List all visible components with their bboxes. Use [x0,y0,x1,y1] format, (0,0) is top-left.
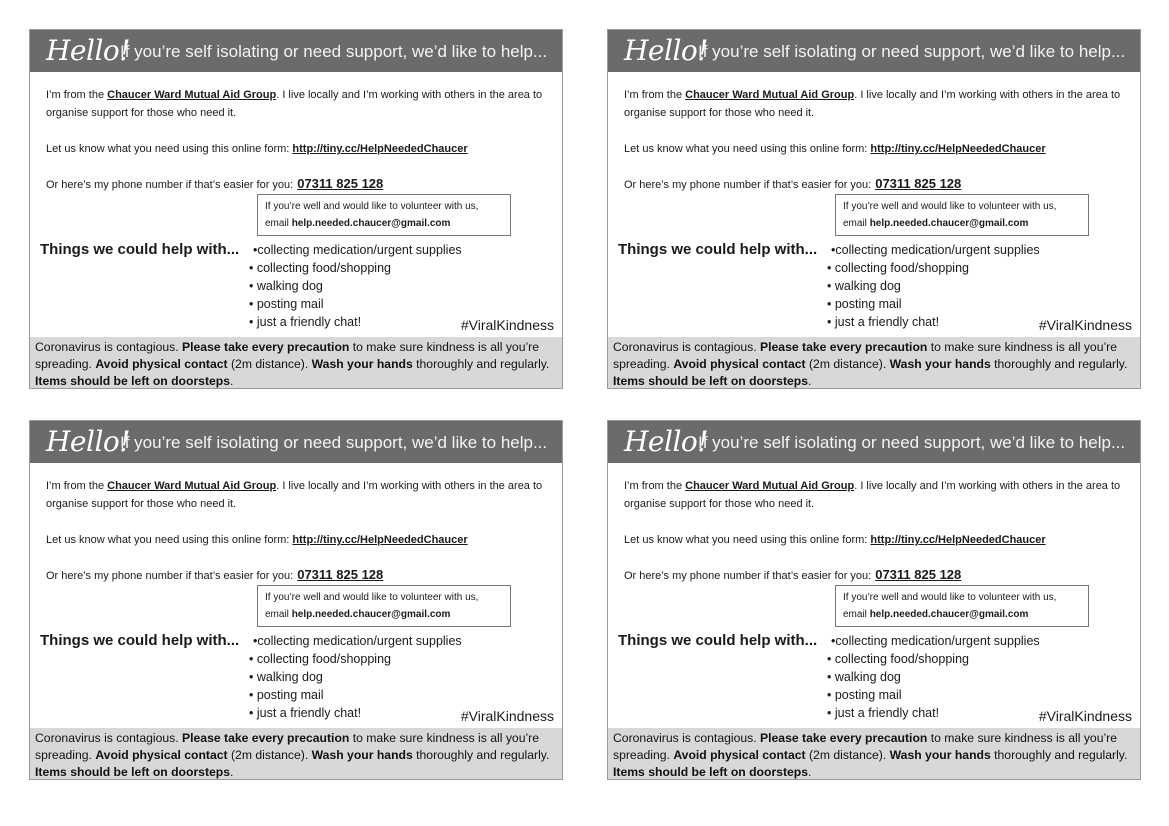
hello-title: Hello! [624,34,709,67]
list-item: • walking dog [827,670,901,684]
intro-suffix: . I live locally and I’m working with others in the area to organise support for those who need it. [624,89,1121,119]
footer-text: . [808,374,812,388]
footer-bold: Please take every precaution [182,731,350,745]
form-prefix: Let us know what you need using this online form: [46,143,293,155]
volunteer-email[interactable]: help.needed.chaucer@gmail.com [869,609,1029,620]
footer-text: to make sure kindness is all you’re spreading. [35,340,540,371]
phone-line [46,175,383,194]
volunteer-text: If you’re well and would like to volunteer with us, [843,592,1057,603]
footer-bold: Items should be left on doorsteps [35,374,231,388]
intro-text [46,477,556,513]
footer-bold: Please take every precaution [182,340,350,354]
intro-suffix: . I live locally and I’m working with others in the area to organise support for those who need it. [624,480,1121,510]
form-line [624,531,1046,549]
footer-text: thoroughly and regularly. [412,748,550,762]
things-heading: Things we could help with... [40,241,240,258]
footer-text: thoroughly and regularly. [990,357,1128,371]
volunteer-email-prefix: email [265,609,292,620]
safety-footer [608,728,1140,780]
flyer-card [29,420,563,780]
list-item: •collecting medication/urgent supplies [253,243,462,257]
form-url-link[interactable]: http://tiny.cc/HelpNeededChaucer [292,534,468,546]
footer-bold: Items should be left on doorsteps [613,765,809,779]
list-item: •collecting medication/urgent supplies [253,634,462,648]
footer-bold: Items should be left on doorsteps [35,765,231,779]
footer-bold: Wash your hands [311,748,413,762]
footer-text: (2m distance). [805,357,890,371]
group-name: Chaucer Ward Mutual Aid Group [685,89,855,101]
list-item: • walking dog [249,670,323,684]
footer-bold: Avoid physical contact [673,357,806,371]
footer-text: thoroughly and regularly. [990,748,1128,762]
form-url-link[interactable]: http://tiny.cc/HelpNeededChaucer [292,143,468,155]
phone-prefix: Or here’s my phone number if that’s easier for you: [624,179,872,191]
volunteer-text: If you’re well and would like to volunteer with us, [265,201,479,212]
volunteer-email[interactable]: help.needed.chaucer@gmail.com [291,218,451,229]
phone-line [624,566,961,585]
form-prefix: Let us know what you need using this online form: [624,534,871,546]
volunteer-text: If you’re well and would like to volunteer with us, [843,201,1057,212]
phone-line [46,566,383,585]
header-subtitle: If you’re self isolating or need support, we’d like to help... [698,42,1126,61]
list-item: • collecting food/shopping [249,652,391,666]
volunteer-email-prefix: email [843,609,870,620]
volunteer-text: If you’re well and would like to volunteer with us, [265,592,479,603]
volunteer-box [835,585,1089,627]
form-url-link[interactable]: http://tiny.cc/HelpNeededChaucer [870,534,1046,546]
phone-prefix: Or here’s my phone number if that’s easier for you: [46,179,294,191]
list-item: • just a friendly chat! [827,315,940,329]
list-item: • posting mail [249,297,324,311]
footer-text: (2m distance). [805,748,890,762]
volunteer-email-line [843,606,1081,623]
phone-number[interactable]: 07311 825 128 [297,176,384,191]
form-line [46,140,468,158]
volunteer-email-prefix: email [265,218,292,229]
footer-text: to make sure kindness is all you’re spreading. [613,731,1118,762]
flyer-card [607,29,1141,389]
group-name: Chaucer Ward Mutual Aid Group [107,89,277,101]
footer-bold: Avoid physical contact [95,748,228,762]
list-item: • just a friendly chat! [249,315,362,329]
form-line [46,531,468,549]
intro-prefix: I’m from the [624,480,686,492]
header-subtitle: If you’re self isolating or need support, we’d like to help... [698,433,1126,452]
footer-bold: Wash your hands [311,357,413,371]
list-item: • walking dog [827,279,901,293]
card-header [608,421,1140,463]
safety-footer [30,728,562,780]
safety-footer [30,337,562,389]
things-heading: Things we could help with... [618,632,818,649]
footer-text: Coronavirus is contagious. [35,731,182,745]
footer-text: to make sure kindness is all you’re spreading. [613,340,1118,371]
hashtag: #ViralKindness [1038,708,1132,724]
volunteer-box [257,585,511,627]
form-line [624,140,1046,158]
list-item: •collecting medication/urgent supplies [831,634,1040,648]
footer-bold: Avoid physical contact [673,748,806,762]
hello-title: Hello! [46,34,131,67]
group-name: Chaucer Ward Mutual Aid Group [107,480,277,492]
list-item: • posting mail [827,688,902,702]
volunteer-email[interactable]: help.needed.chaucer@gmail.com [291,609,451,620]
footer-text: . [230,765,234,779]
help-list [827,632,1040,722]
volunteer-email-line [843,215,1081,232]
phone-prefix: Or here’s my phone number if that’s easier for you: [46,570,294,582]
form-prefix: Let us know what you need using this online form: [624,143,871,155]
intro-suffix: . I live locally and I’m working with others in the area to organise support for those who need it. [46,89,543,119]
volunteer-box [257,194,511,236]
things-heading: Things we could help with... [618,241,818,258]
footer-bold: Wash your hands [889,748,991,762]
flyer-card [29,29,563,389]
volunteer-box [835,194,1089,236]
form-url-link[interactable]: http://tiny.cc/HelpNeededChaucer [870,143,1046,155]
card-header [30,421,562,463]
footer-text: (2m distance). [227,748,312,762]
intro-prefix: I’m from the [46,480,108,492]
footer-bold: Avoid physical contact [95,357,228,371]
phone-prefix: Or here’s my phone number if that’s easier for you: [624,570,872,582]
help-list [827,241,1040,331]
footer-text: thoroughly and regularly. [412,357,550,371]
volunteer-email-prefix: email [843,218,870,229]
intro-text [624,477,1134,513]
volunteer-email[interactable]: help.needed.chaucer@gmail.com [869,218,1029,229]
list-item: • posting mail [827,297,902,311]
footer-text: . [808,765,812,779]
form-prefix: Let us know what you need using this online form: [46,534,293,546]
hashtag: #ViralKindness [460,317,554,333]
footer-bold: Please take every precaution [760,731,928,745]
hello-title: Hello! [46,425,131,458]
footer-text: (2m distance). [227,357,312,371]
list-item: • just a friendly chat! [827,706,940,720]
things-heading: Things we could help with... [40,632,240,649]
group-name: Chaucer Ward Mutual Aid Group [685,480,855,492]
volunteer-email-line [265,215,503,232]
footer-text: Coronavirus is contagious. [613,340,760,354]
intro-suffix: . I live locally and I’m working with others in the area to organise support for those who need it. [46,480,543,510]
card-header [30,30,562,72]
header-subtitle: If you’re self isolating or need support, we’d like to help... [120,42,548,61]
hashtag: #ViralKindness [1038,317,1132,333]
footer-text: to make sure kindness is all you’re spreading. [35,731,540,762]
help-list [249,241,462,331]
card-header [608,30,1140,72]
help-list [249,632,462,722]
intro-prefix: I’m from the [624,89,686,101]
hello-title: Hello! [624,425,709,458]
intro-text [46,86,556,122]
list-item: • just a friendly chat! [249,706,362,720]
list-item: • collecting food/shopping [249,261,391,275]
footer-bold: Wash your hands [889,357,991,371]
list-item: • walking dog [249,279,323,293]
footer-text: . [230,374,234,388]
list-item: • posting mail [249,688,324,702]
safety-footer [608,337,1140,389]
intro-text [624,86,1134,122]
phone-line [624,175,961,194]
phone-number[interactable]: 07311 825 128 [297,567,384,582]
header-subtitle: If you’re self isolating or need support, we’d like to help... [120,433,548,452]
volunteer-email-line [265,606,503,623]
phone-number[interactable]: 07311 825 128 [875,567,962,582]
flyer-card [607,420,1141,780]
footer-bold: Please take every precaution [760,340,928,354]
intro-prefix: I’m from the [46,89,108,101]
hashtag: #ViralKindness [460,708,554,724]
footer-text: Coronavirus is contagious. [613,731,760,745]
list-item: • collecting food/shopping [827,652,969,666]
footer-bold: Items should be left on doorsteps [613,374,809,388]
list-item: •collecting medication/urgent supplies [831,243,1040,257]
phone-number[interactable]: 07311 825 128 [875,176,962,191]
list-item: • collecting food/shopping [827,261,969,275]
footer-text: Coronavirus is contagious. [35,340,182,354]
